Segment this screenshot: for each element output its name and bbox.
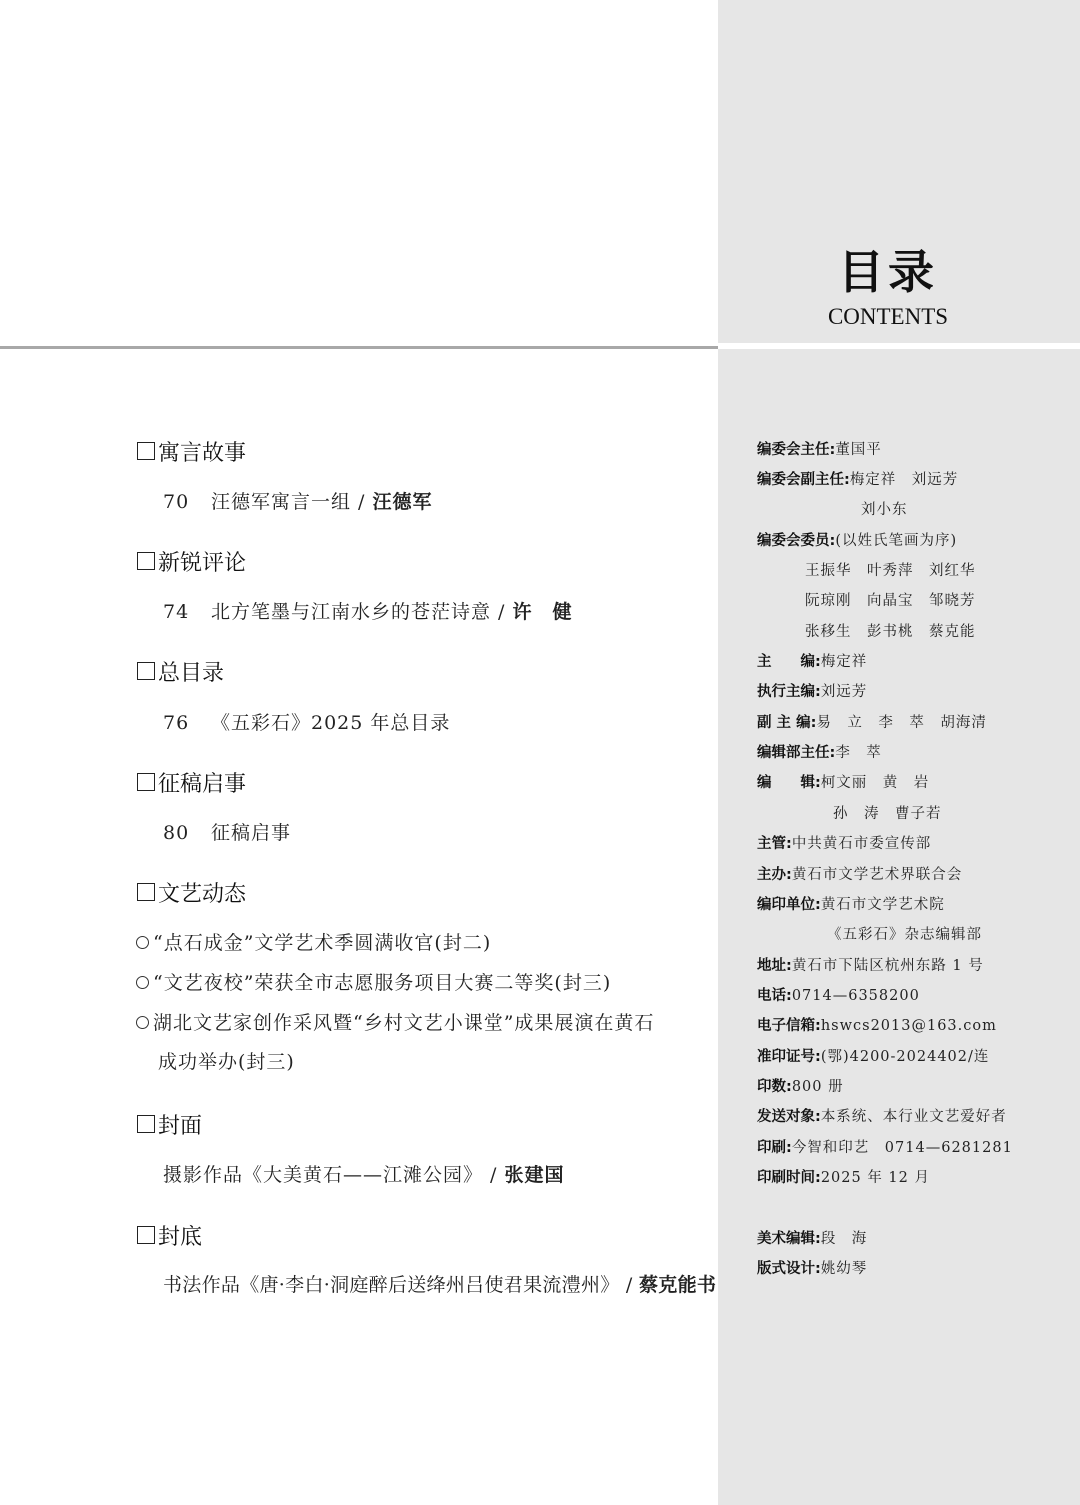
masthead-row: 编 辑:柯文丽 黄 岩 (757, 775, 930, 791)
section-heading[interactable]: 文艺动态 (137, 877, 246, 907)
entry-separator: / (483, 1164, 505, 1186)
square-bullet-icon (137, 442, 155, 460)
page-number: 80 (163, 822, 190, 844)
masthead-row: 刘小东 (861, 502, 908, 518)
news-item-continued: 成功举办(封三) (158, 1051, 295, 1073)
masthead-row: 印刷:今智和印艺 0714—6281281 (757, 1140, 1013, 1156)
contents-title (790, 244, 986, 332)
circle-bullet-icon (136, 976, 149, 989)
masthead-row: 编委会委员:(以姓氏笔画为序) (757, 533, 958, 549)
masthead-row: 张移生 彭书桃 蔡克能 (805, 624, 976, 640)
masthead-row: 副 主 编:易 立 李 萃 胡海清 (757, 715, 987, 731)
entry-author: 许 健 (512, 601, 573, 623)
entry-author: 汪德军 (372, 491, 433, 513)
section-heading[interactable]: 新锐评论 (137, 546, 246, 576)
entry-title: 摄影作品《大美黄石——江滩公园》 (163, 1164, 484, 1186)
entry-title: 《五彩石》2025 年总目录 (211, 712, 451, 734)
news-item[interactable]: “点石成金”文学艺术季圆满收官(封二) (136, 928, 491, 958)
entry-author: 张建国 (504, 1164, 565, 1186)
entry-title: 书法作品《唐·李白·洞庭醉后送绛州吕使君果流澧州》 (163, 1274, 620, 1296)
toc-entry[interactable] (163, 708, 450, 738)
toc-entry[interactable] (163, 1160, 565, 1190)
square-bullet-icon (137, 552, 155, 570)
title-cn: 目录 (838, 245, 938, 299)
section-heading[interactable]: 总目录 (137, 656, 224, 686)
masthead-row: 编印单位:黄石市文学艺术院 (757, 897, 945, 913)
masthead-row: 发送对象:本系统、本行业文艺爱好者 (757, 1109, 1007, 1125)
page-number: 76 (163, 712, 190, 734)
entry-separator: / (491, 601, 513, 623)
entry-title: 北方笔墨与江南水乡的苍茫诗意 (211, 601, 492, 623)
toc-entry[interactable] (163, 1270, 716, 1300)
title-en: CONTENTS (827, 304, 949, 329)
masthead-row: 电话:0714—6358200 (757, 988, 920, 1004)
masthead-row: 主 编:梅定祥 (757, 654, 868, 670)
toc-entry[interactable] (163, 487, 433, 517)
masthead-row: 印刷时间:2025 年 12 月 (757, 1170, 930, 1186)
masthead-row: 印数:800 册 (757, 1079, 844, 1095)
masthead-row: 准印证号:(鄂)4200-2024402/连 (757, 1049, 990, 1065)
entry-title: 征稿启事 (211, 822, 292, 844)
news-item[interactable]: “文艺夜校”荣获全市志愿服务项目大赛二等奖(封三) (136, 968, 611, 998)
masthead-row: 编辑部主任:李 萃 (757, 745, 882, 761)
masthead-row: 执行主编:刘远芳 (757, 684, 868, 700)
square-bullet-icon (137, 662, 155, 680)
news-item[interactable]: 湖北文艺家创作采风暨“乡村文艺小课堂”成果展演在黄石 (136, 1008, 654, 1038)
entry-author: 蔡克能书 (638, 1274, 717, 1296)
panel-divider (718, 343, 1080, 349)
masthead-row: 阮琼刚 向晶宝 邹晓芳 (805, 593, 976, 609)
entry-title: 汪德军寓言一组 (211, 491, 352, 513)
page-number: 70 (163, 491, 190, 513)
toc-entry[interactable] (163, 818, 291, 848)
circle-bullet-icon (136, 936, 149, 949)
masthead-row: 主管:中共黄石市委宣传部 (757, 836, 932, 852)
toc-entry[interactable] (163, 597, 573, 627)
masthead-row: 主办:黄石市文学艺术界联合会 (757, 867, 963, 883)
circle-bullet-icon (136, 1016, 149, 1029)
entry-separator: / (351, 491, 373, 513)
design-credit: 美术编辑:段 海 (757, 1231, 868, 1247)
masthead-row: 孙 涛 曹子若 (833, 806, 942, 822)
square-bullet-icon (137, 1226, 155, 1244)
square-bullet-icon (137, 1115, 155, 1133)
masthead-row: 地址:黄石市下陆区杭州东路 1 号 (757, 958, 984, 974)
masthead-row: 编委会副主任:梅定祥 刘远芳 (757, 472, 959, 488)
masthead-row: 《五彩石》杂志编辑部 (827, 927, 982, 943)
design-credit: 版式设计:姚幼琴 (757, 1261, 868, 1277)
page-number: 74 (163, 601, 190, 623)
section-heading[interactable]: 征稿启事 (137, 767, 246, 797)
entry-separator: / (619, 1274, 639, 1296)
square-bullet-icon (137, 773, 155, 791)
section-heading[interactable]: 寓言故事 (137, 436, 246, 466)
masthead-row: 电子信箱:hswcs2013@163.com (757, 1018, 997, 1034)
section-heading[interactable]: 封面 (137, 1109, 202, 1139)
section-heading[interactable]: 封底 (137, 1220, 202, 1250)
masthead-row: 王振华 叶秀萍 刘红华 (805, 563, 976, 579)
masthead-row: 编委会主任:董国平 (757, 442, 882, 458)
square-bullet-icon (137, 883, 155, 901)
